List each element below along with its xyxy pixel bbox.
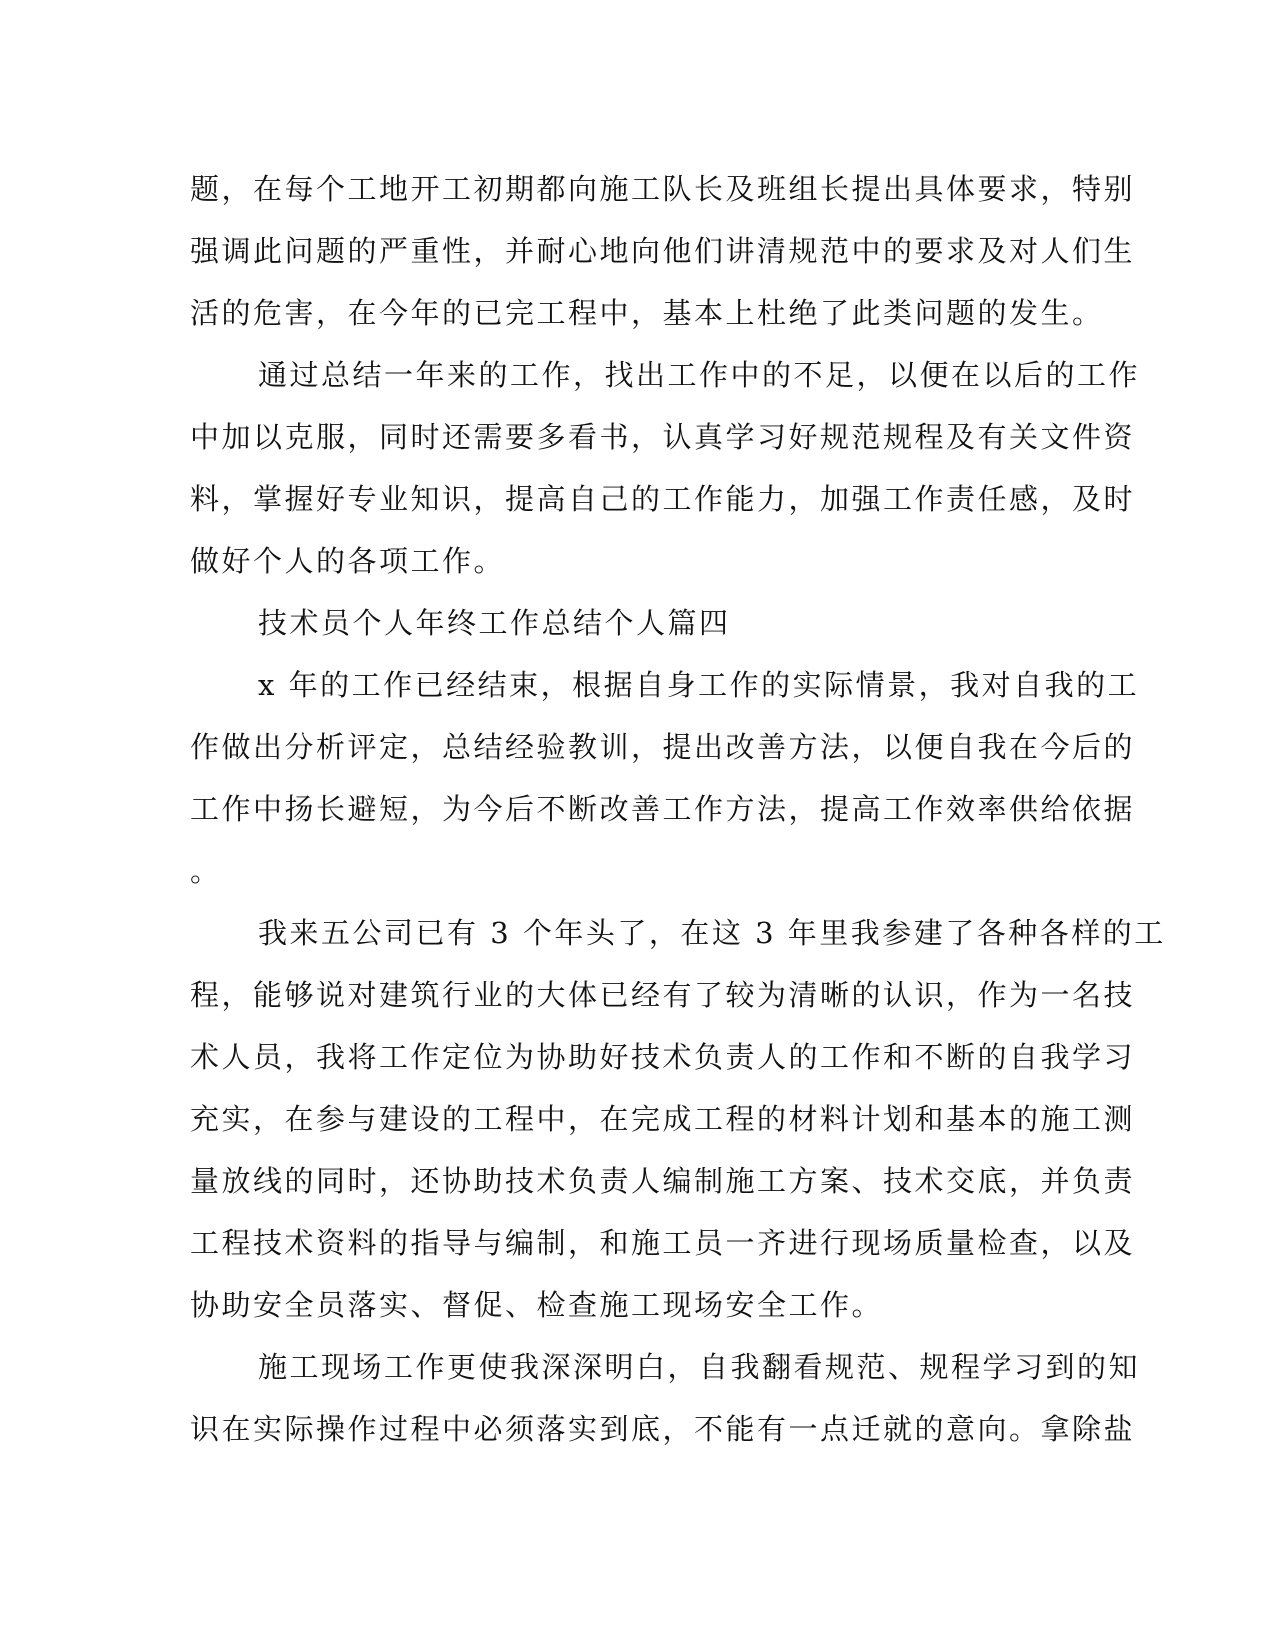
text-line: 工程技术资料的指导与编制，和施工员一齐进行现场质量检查，以及 — [190, 1226, 1136, 1260]
text-line: 强调此问题的严重性，并耐心地向他们讲清规范中的要求及对人们生 — [190, 234, 1136, 268]
text-line: 中加以克服，同时还需要多看书，认真学习好规范规程及有关文件资 — [190, 420, 1136, 454]
text-line: 做好个人的各项工作。 — [190, 544, 506, 578]
paragraph-1 — [190, 158, 1136, 344]
text-line: 术人员，我将工作定位为协助好技术负责人的工作和不断的自我学习 — [190, 1040, 1136, 1074]
text-line: 作做出分析评定，总结经验教训，提出改善方法，以便自我在今后的 — [190, 730, 1136, 764]
heading-line: 技术员个人年终工作总结个人篇四 — [258, 606, 731, 640]
section-heading — [190, 592, 1085, 654]
paragraph-4 — [190, 902, 1166, 1336]
text-line: x 年的工作已经结束，根据自身工作的实际情景，我对自我的工 — [258, 668, 1140, 702]
text-line: 程，能够说对建筑行业的大体已经有了较为清晰的认识，作为一名技 — [190, 978, 1136, 1012]
text-line: 料，掌握好专业知识，提高自己的工作能力，加强工作责任感，及时 — [190, 482, 1136, 516]
text-line: 量放线的同时，还协助技术负责人编制施工方案、技术交底，并负责 — [190, 1164, 1136, 1198]
paragraph-3 — [190, 654, 1140, 902]
text-line: 工作中扬长避短，为今后不断改善工作方法，提高工作效率供给依据 — [190, 792, 1136, 826]
text-line: 活的危害，在今年的已完工程中，基本上杜绝了此类问题的发生。 — [190, 296, 1104, 330]
text-line: 我来五公司已有 3 个年头了，在这 3 年里我参建了各种各样的工 — [258, 916, 1166, 950]
text-line: 识在实际操作过程中必须落实到底，不能有一点迁就的意向。拿除盐 — [190, 1412, 1136, 1446]
text-line: 题，在每个工地开工初期都向施工队长及班组长提出具体要求，特别 — [190, 172, 1136, 206]
paragraph-5 — [190, 1336, 1141, 1460]
text-line: 充实，在参与建设的工程中，在完成工程的材料计划和基本的施工测 — [190, 1102, 1136, 1136]
text-line: 协助安全员落实、督促、检查施工现场安全工作。 — [190, 1288, 884, 1322]
paragraph-2 — [190, 344, 1141, 592]
text-line: 通过总结一年来的工作，找出工作中的不足，以便在以后的工作 — [258, 358, 1141, 392]
text-line: 施工现场工作更使我深深明白，自我翻看规范、规程学习到的知 — [258, 1350, 1141, 1384]
document-body — [190, 158, 1166, 1460]
text-line: 。 — [190, 854, 222, 888]
